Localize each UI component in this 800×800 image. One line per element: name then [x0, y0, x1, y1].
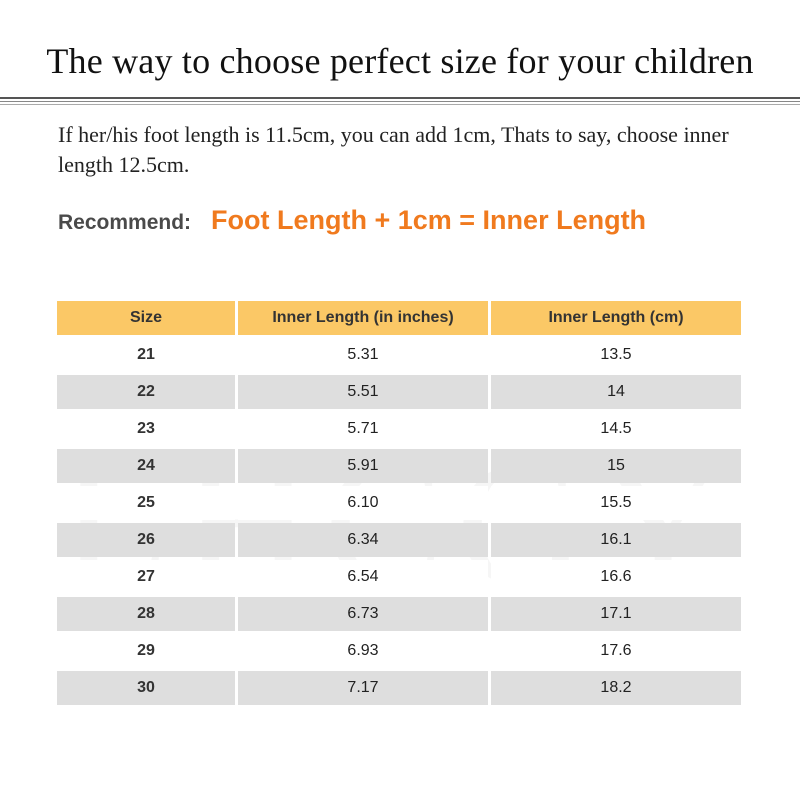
inches-cell: 5.31	[238, 338, 488, 372]
size-cell: 21	[57, 338, 235, 372]
table-row	[57, 634, 741, 668]
cm-cell: 15.5	[491, 486, 741, 520]
size-cell: 25	[57, 486, 235, 520]
table-row	[57, 486, 741, 520]
header-inner-length-inches: Inner Length (in inches)	[238, 301, 488, 335]
size-cell: 29	[57, 634, 235, 668]
table-row	[57, 523, 741, 557]
size-cell: 28	[57, 597, 235, 631]
size-cell: 22	[57, 375, 235, 409]
size-cell: 24	[57, 449, 235, 483]
table-row	[57, 560, 741, 594]
inches-cell: 5.51	[238, 375, 488, 409]
recommend-label: Recommend:	[58, 211, 192, 234]
inches-cell: 6.73	[238, 597, 488, 631]
table-row	[57, 449, 741, 483]
table-header-row	[57, 301, 741, 335]
cm-cell: 16.1	[491, 523, 741, 557]
page-title: The way to choose perfect size for your children	[46, 41, 754, 81]
header-inner-length-cm: Inner Length (cm)	[491, 301, 741, 335]
table-row	[57, 338, 741, 372]
cm-cell: 14	[491, 375, 741, 409]
size-formula: Foot Length + 1cm = Inner Length	[211, 205, 647, 235]
table-row	[57, 412, 741, 446]
size-cell: 26	[57, 523, 235, 557]
inches-cell: 6.54	[238, 560, 488, 594]
table-row	[57, 375, 741, 409]
cm-cell: 16.6	[491, 560, 741, 594]
size-cell: 30	[57, 671, 235, 705]
size-cell: 27	[57, 560, 235, 594]
cm-cell: 18.2	[491, 671, 741, 705]
inches-cell: 6.93	[238, 634, 488, 668]
size-cell: 23	[57, 412, 235, 446]
cm-cell: 15	[491, 449, 741, 483]
cm-cell: 13.5	[491, 338, 741, 372]
cm-cell: 17.6	[491, 634, 741, 668]
title-divider	[0, 97, 800, 99]
recommend-line	[58, 205, 646, 236]
table-row	[57, 671, 741, 705]
cm-cell: 17.1	[491, 597, 741, 631]
inches-cell: 6.34	[238, 523, 488, 557]
table-row	[57, 597, 741, 631]
size-chart-table	[54, 298, 744, 708]
inches-cell: 6.10	[238, 486, 488, 520]
cm-cell: 14.5	[491, 412, 741, 446]
intro-text: If her/his foot length is 11.5cm, you can add 1cm, Thats to say, choose inner length 12.5cm.	[58, 122, 729, 177]
inches-cell: 5.91	[238, 449, 488, 483]
title-divider-thinnest	[0, 104, 800, 105]
inches-cell: 5.71	[238, 412, 488, 446]
header-size: Size	[57, 301, 235, 335]
inches-cell: 7.17	[238, 671, 488, 705]
title-divider-thin	[0, 101, 800, 102]
